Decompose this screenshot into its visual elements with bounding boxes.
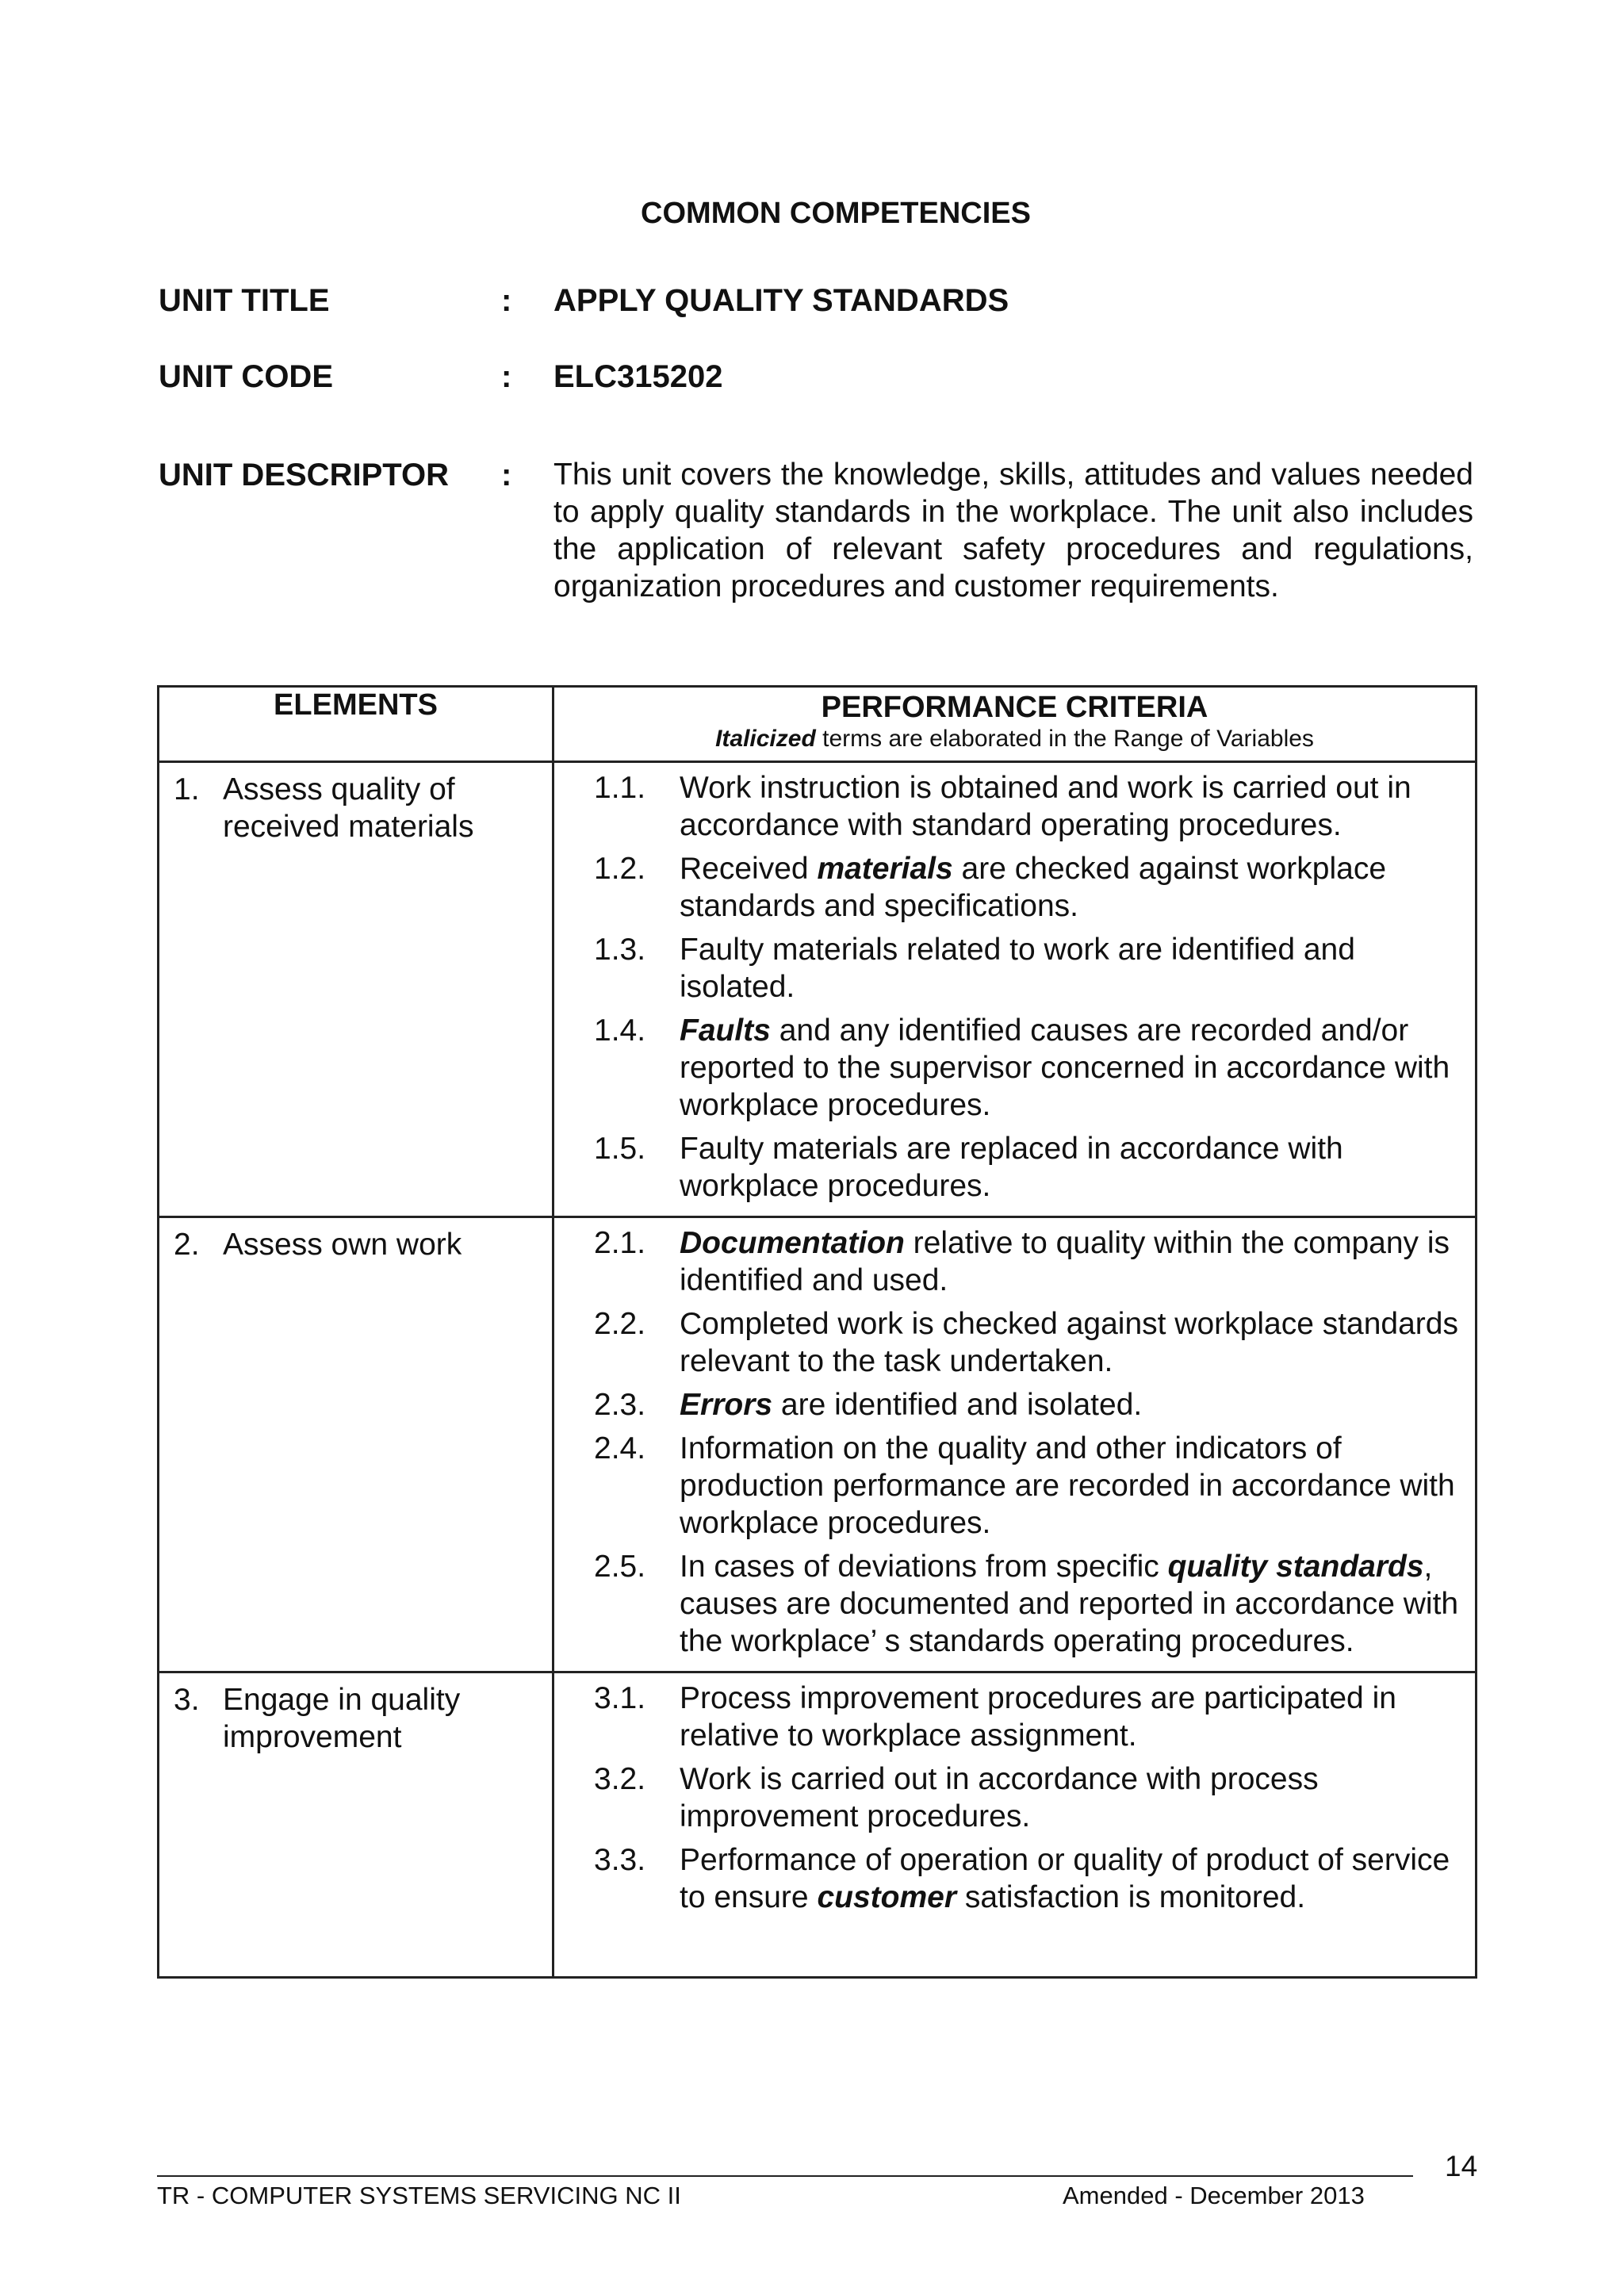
table-row: [159, 1672, 1477, 1978]
criterion-text-after: satisfaction is monitored.: [956, 1880, 1306, 1914]
criterion-text-before: Information on the quality and other indicators of production performance are recorded in accordance with workplace procedures.: [680, 1431, 1455, 1540]
criteria-note-rest: terms are elaborated in the Range of Variables: [815, 726, 1314, 752]
criterion-italic-term: Faults: [680, 1013, 771, 1048]
criterion-text: [680, 1761, 1467, 1835]
criteria-cell: [553, 1672, 1477, 1978]
criterion-item: [570, 931, 1467, 1006]
criterion-text-before: Completed work is checked against workplace standards relevant to the task undertaken.: [680, 1307, 1458, 1378]
criterion-number: 3.1.: [594, 1681, 646, 1715]
criterion-number: 2.2.: [594, 1307, 646, 1341]
criterion-text-before: Faulty materials are replaced in accordance with workplace procedures.: [680, 1132, 1343, 1203]
criterion-item: [570, 1761, 1467, 1835]
criterion-item: [570, 1130, 1467, 1205]
criterion-number: 1.1.: [594, 771, 646, 805]
table-row: [159, 762, 1477, 1217]
criterion-text: [680, 1680, 1467, 1754]
criterion-text: [680, 1841, 1467, 1916]
element-title: Engage in quality improvement: [223, 1683, 461, 1754]
footer-rule: [157, 2175, 1413, 2177]
element-title: Assess own work: [223, 1228, 462, 1262]
unit-descriptor-colon: :: [501, 458, 512, 492]
criterion-number: 1.5.: [594, 1132, 646, 1166]
criterion-text-before: Received: [680, 852, 818, 886]
criterion-item: [570, 1680, 1467, 1754]
criterion-number: 3.3.: [594, 1843, 646, 1877]
competency-table: [157, 685, 1477, 1979]
criterion-number: 3.2.: [594, 1762, 646, 1796]
criteria-cell: [553, 1217, 1477, 1672]
criterion-text-before: Work is carried out in accordance with process improvement procedures.: [680, 1762, 1319, 1833]
criterion-number: 2.4.: [594, 1431, 646, 1466]
criterion-italic-term: Errors: [680, 1388, 773, 1422]
criterion-italic-term: Documentation: [680, 1226, 905, 1260]
criterion-text-before: Faulty materials related to work are identified and isolated.: [680, 933, 1355, 1004]
criterion-text-after: are identified and isolated.: [772, 1388, 1143, 1422]
element-cell: [159, 1217, 553, 1672]
criterion-item: [570, 1548, 1467, 1660]
element-title: Assess quality of received materials: [223, 772, 474, 844]
criterion-item: [570, 850, 1467, 925]
unit-code-label: UNIT CODE: [159, 359, 333, 394]
criterion-item: [570, 769, 1467, 844]
criterion-text-before: Work instruction is obtained and work is carried out in accordance with standard operating procedures.: [680, 771, 1411, 842]
criterion-italic-term: materials: [817, 852, 953, 886]
criterion-text-before: Performance of operation or quality of product of service to ensure: [680, 1843, 1450, 1914]
criterion-item: [570, 1305, 1467, 1380]
criterion-number: 2.1.: [594, 1226, 646, 1260]
criterion-text-after: relative to quality within the company is identified and used.: [680, 1226, 1450, 1297]
element-number: 3.: [174, 1683, 200, 1717]
criterion-text: [680, 931, 1467, 1006]
criterion-text-before: In cases of deviations from specific: [680, 1550, 1168, 1584]
unit-code-colon: :: [501, 359, 512, 394]
criterion-number: 1.2.: [594, 852, 646, 886]
criterion-text: [680, 1224, 1467, 1299]
table-header-row: [159, 687, 1477, 762]
criterion-text-after: and any identified causes are recorded and/or reported to the supervisor concerned in accordance with workplace procedures.: [680, 1013, 1450, 1122]
criterion-text: [680, 1012, 1467, 1124]
footer-amended-date: Amended - December 2013: [1063, 2182, 1365, 2209]
criteria-column-header: [553, 687, 1477, 762]
footer-document-title: TR - COMPUTER SYSTEMS SERVICING NC II: [157, 2182, 681, 2209]
criterion-text: [680, 850, 1467, 925]
criteria-note-italic: Italicized: [715, 726, 816, 752]
element-item: [174, 1226, 542, 1263]
criterion-text: [680, 1430, 1467, 1542]
unit-descriptor-text: This unit covers the knowledge, skills, attitudes and values needed to apply quality standards in the workplace. The unit also includes the application of relevant safety procedures and regulations, organization procedures and customer requirements.: [553, 458, 1473, 603]
criterion-text: [680, 769, 1467, 844]
unit-descriptor-label: UNIT DESCRIPTOR: [159, 458, 449, 492]
unit-title-colon: :: [501, 283, 512, 318]
criterion-text: [680, 1130, 1467, 1205]
unit-title-label: UNIT TITLE: [159, 283, 330, 318]
criterion-item: [570, 1386, 1467, 1423]
criteria-column-note: [555, 724, 1474, 754]
criterion-item: [570, 1012, 1467, 1124]
criterion-number: 2.5.: [594, 1550, 646, 1584]
table-row: [159, 1217, 1477, 1672]
element-item: [174, 771, 542, 845]
element-cell: [159, 762, 553, 1217]
criterion-text: [680, 1548, 1467, 1660]
unit-title-value: APPLY QUALITY STANDARDS: [553, 283, 1009, 318]
criteria-cell: [553, 762, 1477, 1217]
criteria-column-title: PERFORMANCE CRITERIA: [821, 691, 1208, 724]
criterion-text: [680, 1305, 1467, 1380]
unit-code-value: ELC315202: [553, 359, 723, 394]
element-item: [174, 1681, 542, 1756]
criterion-text-after: , causes are documented and reported in accordance with the workplace’ s standards operating procedures.: [680, 1550, 1459, 1658]
element-cell: [159, 1672, 553, 1978]
criterion-number: 1.3.: [594, 933, 646, 967]
criterion-italic-term: quality standards: [1167, 1550, 1424, 1584]
criterion-text-before: Process improvement procedures are participated in relative to workplace assignment.: [680, 1681, 1396, 1753]
criterion-italic-term: customer: [817, 1880, 957, 1914]
criterion-item: [570, 1841, 1467, 1916]
page-heading: COMMON COMPETENCIES: [641, 197, 1031, 230]
criterion-text-after: are checked against workplace standards and specifications.: [680, 852, 1387, 923]
criterion-number: 1.4.: [594, 1013, 646, 1048]
element-number: 1.: [174, 772, 200, 807]
criterion-item: [570, 1224, 1467, 1299]
criterion-number: 2.3.: [594, 1388, 646, 1422]
criterion-item: [570, 1430, 1467, 1542]
element-number: 2.: [174, 1228, 200, 1262]
page-number: 14: [1445, 2150, 1478, 2182]
elements-column-header: ELEMENTS: [159, 687, 553, 762]
criterion-text: [680, 1386, 1467, 1423]
